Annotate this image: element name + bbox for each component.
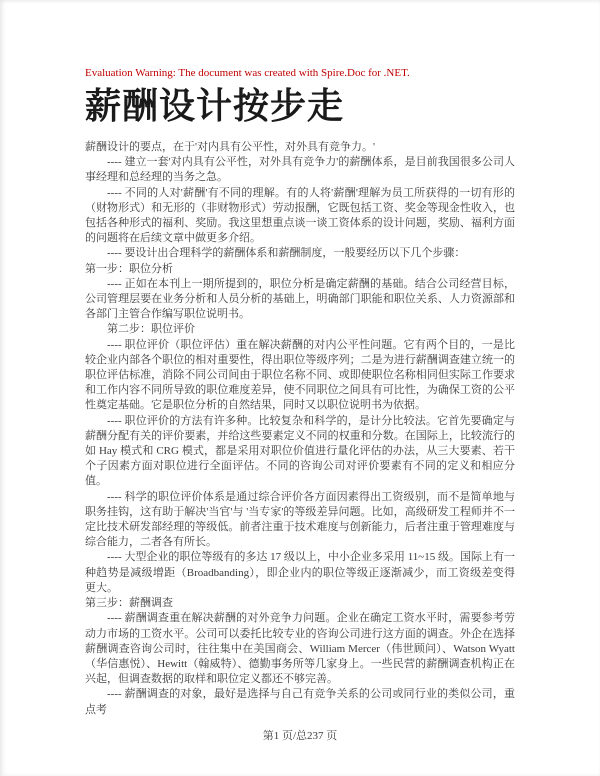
document-body [85,140,515,718]
evaluation-warning-text: Evaluation Warning: The document was created with Spire.Doc for .NET. [85,67,410,79]
paragraph: ---- 大型企业的职位等级有的多达 17 级以上，中小企业多采用 11~15 级。国际上有一种趋势是减级增距（Broadbanding），即企业内的职位等级正逐渐减少，而工资级差变得更大。 [85,551,515,594]
paragraph: ---- 职位评价（职位评估）重在解决薪酬的对内公平性问题。它有两个目的，一是比较企业内部各个职位的相对重要性，得出职位等级序列；二是为进行薪酬调查建立统一的职位评估标准，消除不同公司间由于职位名称不同、或即使职位名称相同但实际工作要求和工作内容不同所导致的职位难度差异，使不同职位之间具有可比性，为确保工资的公平性奠定基础。它是职位分析的自然结果，同时又以职位说明书为依据。 [85,338,515,412]
paragraph: ---- 正如在本刊上一期所提到的，职位分析是确定薪酬的基础。结合公司经营目标，公司管理层要在业务分析和人员分析的基础上，明确部门职能和职位关系、人力资源部和各部门主管合作编写职位说明书。 [85,277,515,321]
paragraph: 薪酬设计的要点，在于'对内具有公平性，对外具有竞争力。' [85,141,375,153]
paragraph: ---- 薪酬调查的对象，最好是选择与自己有竞争关系的公司或同行业的类似公司，重点考 [85,688,515,716]
paragraph: ---- 薪酬调查重在解决薪酬的对外竞争力问题。企业在确定工资水平时，需要参考劳动力市场的工资水平。公司可以委托比较专业的咨询公司进行这方面的调查。外企在选择薪酬调查咨询公司时，往往集中在美国商会、William Mercer（伟世顾问）、Watson Wyatt（华信惠悦）、Hewitt（翰威特）、德勤事务所等几家身上。一些民营的薪酬调查机构正在兴起，但调查数据的取样和职位定义都还不够完善。 [85,612,515,686]
paragraph: 第二步：职位评价 [107,323,195,336]
paragraph: ---- 建立一套'对内具有公平性，对外具有竞争力'的薪酬体系，是目前我国很多公司人事经理和总经理的当务之急。 [85,156,515,184]
paragraph: ---- 职位评价的方法有许多种。比较复杂和科学的，是计分比较法。它首先要确定与薪酬分配有关的评价要素，并给这些要素定义不同的权重和分数。在国际上，比较流行的如 Hay 模式和 CRG 模式，都是采用对职位价值进行量化评估的办法，从三大要素、若干个子因素方面对职位进行全面评估。不同的咨询公司对评价要素有不同的定义和相应分值。 [85,414,515,488]
paragraph: 第一步：职位分析 [85,262,173,275]
paragraph: ---- 科学的职位评价体系是通过综合评价各方面因素得出工资级别，而不是简单地与职务挂钩，这有助于解决'当官'与 '当专家'的等级差异问题。比如，高级研发工程师并不一定比技术研发部经理的等级低。前者注重于技术难度与创新能力，后者注重于管理难度与综合能力，二者各有所长。 [85,490,515,549]
document-title: 薪酬设计按步走 [85,86,345,126]
paragraph: ---- 不同的人对'薪酬'有不同的理解。有的人将'薪酬'理解为员工所获得的一切有形的（财物形式）和无形的（非财物形式）劳动报酬，它既包括工资、奖金等现金性收入，也包括各种形式的福利、奖励。我这里想重点谈一谈工资体系的设计问题，奖励、福利方面的问题将在后续文章中做更多介绍。 [85,186,515,245]
paragraph: 第三步：薪酬调查 [85,597,173,610]
paragraph: ---- 要设计出合理科学的薪酬体系和薪酬制度，一般要经历以下几个步骤： [107,247,466,260]
page-number-footer: 第1 页/总237 页 [262,729,338,742]
